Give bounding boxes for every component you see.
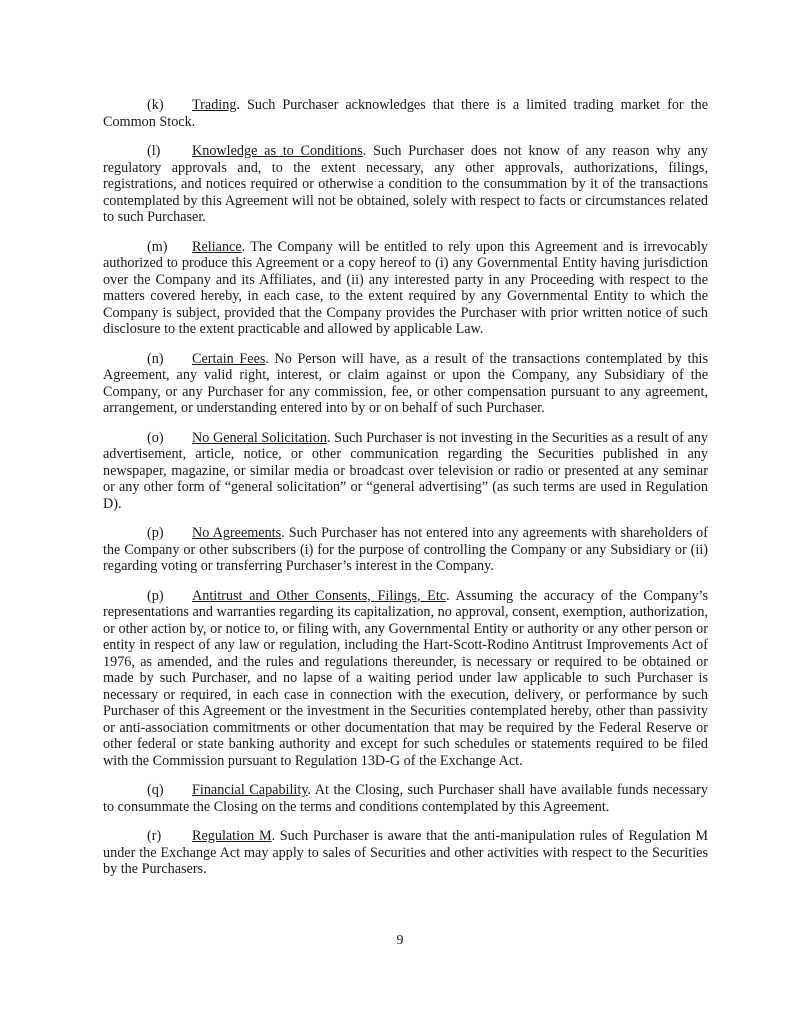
section-marker: (n) <box>147 350 164 367</box>
section-marker: (r) <box>147 828 162 844</box>
section-marker: (o) <box>147 429 164 446</box>
section-text: . Such Purchaser is not investing in the Securities as a result of any advertisement, article, notice, or other communication regarding the Securities published in any newspaper, magazine, or similar media or broadcast over television or radio or presented at any seminar or any other form of “general solicitation” or “general advertising” (as such terms are used in Regulation D). <box>103 429 708 512</box>
section-o <box>103 430 708 513</box>
section-marker: (k) <box>147 97 164 113</box>
section-text: . Such Purchaser has not entered into any agreements with shareholders of the Company or other subscribers (i) for the purpose of controlling the Company or any Subsidiary or (ii) regarding voting or transferring Purchaser’s interest in the Company. <box>103 525 708 574</box>
section-m <box>103 239 708 338</box>
section-r <box>103 828 708 878</box>
section-caption: Knowledge as to Conditions <box>192 143 363 159</box>
section-text: . Assuming the accuracy of the Company’s representations and warranties regarding its capitalization, no approval, consent, exemption, authorization, or other action by, or notice to, or filing with, any Governmental Entity or authority or any other person or entity in respect of any law or regulation, including the Hart-Scott-Rodino Antitrust Improvements Act of 1976, as amended, and the rules and regulations thereunder, is necessary or required to be obtained or made by such Purchaser, and no lapse of a waiting period under law applicable to such Purchaser is necessary or required, in each case in connection with the execution, delivery, or performance by such Purchaser of this Agreement or the investment in the Securities contemplated hereby, other than passivity or anti-association commitments or other documentation that may be required by the Federal Reserve or other federal or state banking authority and except for such schedules or statements required to be filed with the Commission pursuant to Regulation 13D-G of the Exchange Act. <box>103 587 708 769</box>
section-n <box>103 351 708 417</box>
section-caption: Financial Capability <box>192 782 308 798</box>
section-caption: Certain Fees <box>192 350 266 367</box>
section-text: . At the Closing, such Purchaser shall have available funds necessary to consummate the Closing on the terms and conditions contemplated by this Agreement. <box>103 782 709 815</box>
section-caption: Antitrust and Other Consents, Filings, Etc <box>192 587 447 604</box>
section-marker: (l) <box>147 143 161 159</box>
section-text: . No Person will have, as a result of the transactions contemplated by this Agreement, any valid right, interest, or claim against or upon the Company, any Subsidiary of the Company, or any Purchaser for any commission, fee, or other compensation pursuant to any agreement, arrangement, or understanding entered into by or on behalf of such Purchaser. <box>103 350 708 416</box>
section-caption: Reliance <box>192 238 242 255</box>
page-number: 9 <box>396 933 404 948</box>
section-k <box>103 97 708 130</box>
section-marker: (q) <box>147 782 164 798</box>
section-marker: (m) <box>147 238 168 255</box>
section-caption: Regulation M <box>192 828 272 844</box>
section-l <box>103 143 708 226</box>
section-caption: Trading <box>192 97 237 113</box>
section-p-antitrust <box>103 588 708 770</box>
section-text: . The Company will be entitled to rely upon this Agreement and is irrevocably authorized to produce this Agreement or a copy hereof to (i) any Governmental Entity having jurisdiction over the Company and its Affiliates, and (ii) any interested party in any Proceeding with respect to the matters covered hereby, in each case, to the extent required by any Governmental Entity to which the Company is subject, provided that the Company provides the Purchaser with prior written notice of such disclosure to the extent practicable and allowed by applicable Law. <box>103 238 708 337</box>
section-marker: (p) <box>147 525 164 541</box>
section-caption: No Agreements <box>192 525 282 541</box>
section-caption: No General Solicitation <box>192 429 327 446</box>
section-q <box>103 782 708 815</box>
section-text: . Such Purchaser does not know of any reason why any regulatory approvals and, to the extent necessary, any other approvals, authorizations, filings, registrations, and notices required or otherwise a condition to the consummation by it of the transactions contemplated by this Agreement will not be obtained, solely with respect to facts or circumstances related to such Purchaser. <box>103 143 708 225</box>
section-marker: (p) <box>147 587 164 604</box>
section-text: . Such Purchaser acknowledges that there is a limited trading market for the Common Stock. <box>103 97 708 130</box>
section-p-agreements <box>103 525 708 575</box>
section-text: . Such Purchaser is aware that the anti-manipulation rules of Regulation M under the Exchange Act may apply to sales of Securities and other activities with respect to the Securities by the Purchasers. <box>103 828 708 877</box>
